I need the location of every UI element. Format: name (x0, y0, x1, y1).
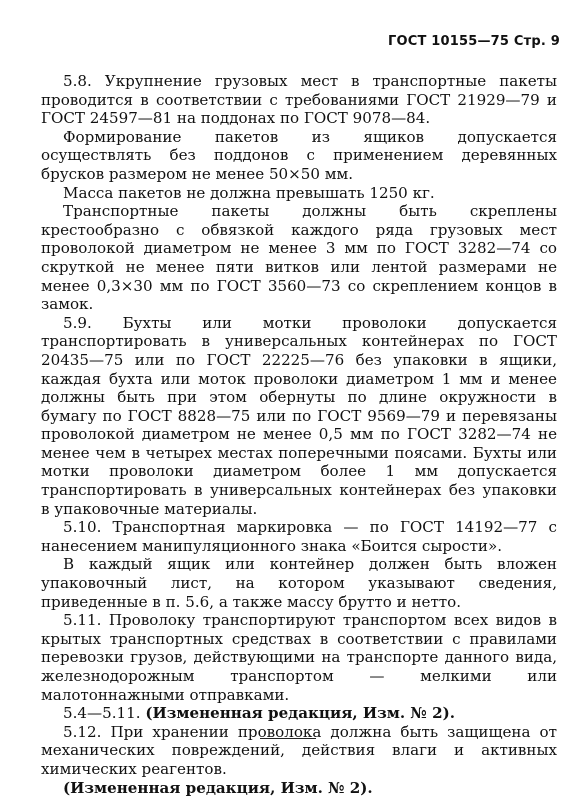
paragraph-5-8: 5.8. Укрупнение грузовых мест в транспортные пакеты проводится в соответствии с требованиями ГОСТ 21929—79 и ГОСТ 24597—81 на поддонах по ГОСТ 9078—84. (41, 72, 557, 128)
paragraph-5-12: 5.12. При хранении проволока должна быть защищена от механических повреждений, действия влаги и активных химических реагентов. (41, 722, 557, 778)
paragraph-5-11: 5.11. Проволоку транспортируют транспортом всех видов в крытых транспортных средствах в соответствии с правилами перевозки грузов, действующими на транспорте данного вида, железнодорожным транспортом — мелкими или малотоннажными отправками. (41, 611, 557, 704)
paragraph-pallet-free: Формирование пакетов из ящиков допускается осуществлять без поддонов с применением деревянных брусков размером не менее 50×50 мм. (41, 127, 557, 183)
amendment-label: (Измененная редакция, Изм. № 2). (145, 704, 455, 723)
paragraph-5-9: 5.9. Бухты или мотки проволоки допускается транспортировать в универсальных контейнерах по ГОСТ 20435—75 или по ГОСТ 22225—76 без упаковки в ящики, каждая бухта или моток проволоки диаметром 1 мм и менее должны быть при этом обернуты по длине окружности в бумагу по ГОСТ 8828—75 или по ГОСТ 9569—79 и перевязаны проволокой диаметром не менее 0,5 мм по ГОСТ 3282—74 не менее чем в четырех местах поперечными поясами. Бухты или мотки проволоки диаметром более 1 мм допускается транспортировать в универсальных контейнерах без упаковки в упаковочные материалы. (41, 313, 557, 518)
paragraph-packing-list: В каждый ящик или контейнер должен быть вложен упаковочный лист, на котором указывают сведения, приведенные в п. 5.6, а также массу брутто и нетто. (41, 555, 557, 611)
amendment-note-5-4-5-11 (41, 704, 557, 723)
amendment-note-5-12 (41, 779, 557, 797)
running-header: ГОСТ 10155—75 Стр. 9 (387, 34, 560, 49)
paragraph-mass-limit: Масса пакетов не должна превышать 1250 кг. (63, 183, 435, 202)
paragraph-fastening: Транспортные пакеты должны быть скреплены крестообразно с обвязкой каждого ряда грузовых мест проволокой диаметром не менее 3 мм по ГОСТ 3282—74 со скруткой не менее пяти витков или лентой размерами не менее 0,3×30 мм по ГОСТ 3560—73 со скреплением концов в замок. (41, 202, 557, 314)
amendment-label: (Измененная редакция, Изм. № 2). (63, 778, 373, 797)
end-divider-line (260, 738, 316, 739)
paragraph-5-10: 5.10. Транспортная маркировка — по ГОСТ 14192—77 с нанесением манипуляционного знака «Боится сырости». (41, 518, 557, 555)
document-body (41, 72, 557, 797)
amendment-range: 5.4—5.11. (63, 704, 141, 723)
